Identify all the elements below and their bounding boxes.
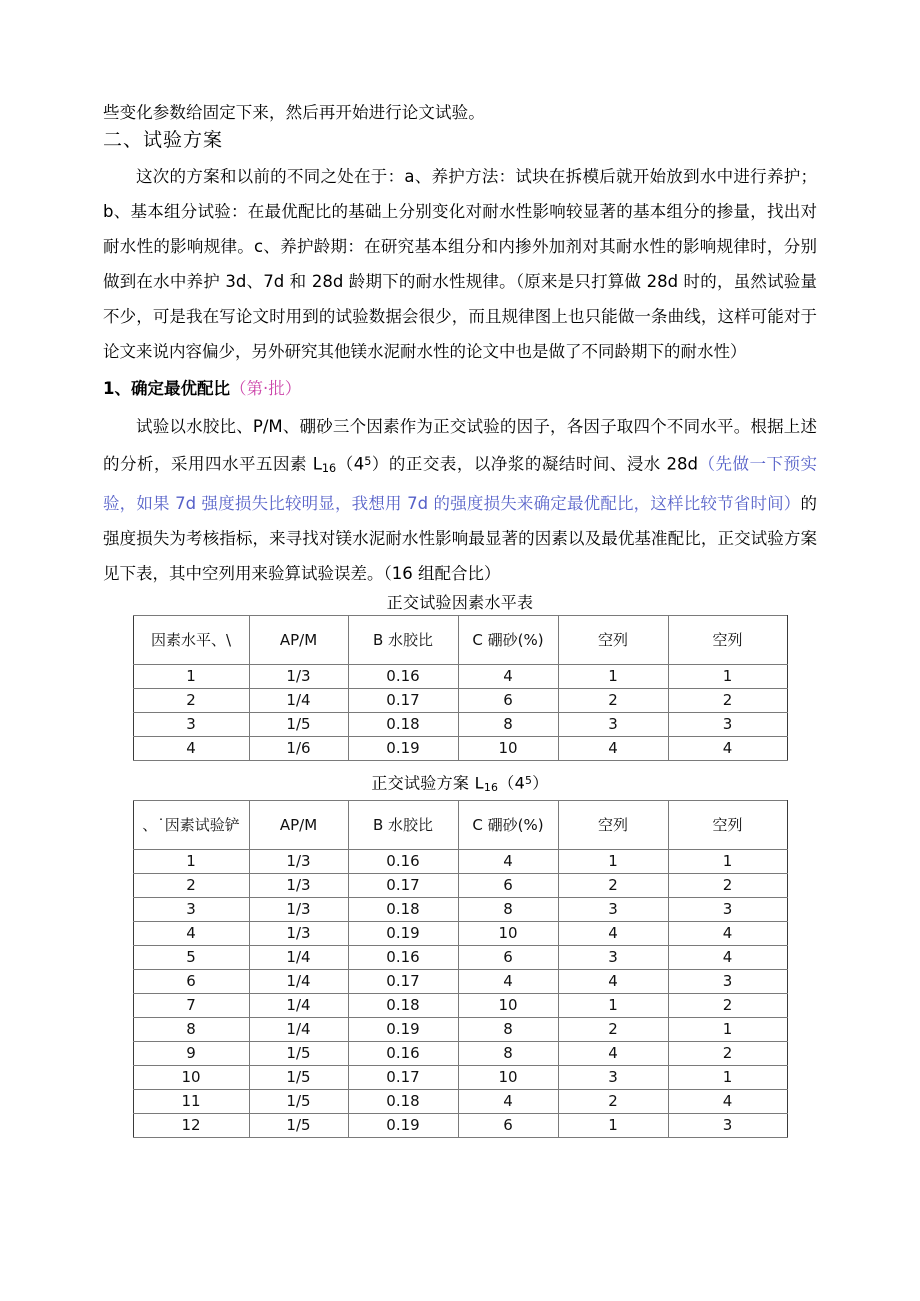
subheading-optimal-ratio [103, 369, 817, 409]
table2-row-cell: 4 [458, 1089, 558, 1113]
table2-row [133, 969, 787, 993]
table2-row-cell: 1/5 [249, 1041, 348, 1065]
table2-row-cell: 1 [558, 1113, 668, 1137]
table2-row-cell: 1/5 [249, 1113, 348, 1137]
table2-row [133, 1113, 787, 1137]
table2-row-cell: 3 [668, 897, 787, 921]
table1-row [133, 688, 787, 712]
table2-row [133, 1041, 787, 1065]
table2-row-cell: 4 [458, 849, 558, 873]
table2-row-cell: 3 [558, 945, 668, 969]
p2-blue-annotation: （先做一下预实验，如果 7d 强度损失比较明显，我想用 7d 的强度损失来确定最优配比，这样比较节省时间） [103, 454, 818, 513]
table2-row-cell: 4 [133, 921, 249, 945]
table2-row-cell: 1/3 [249, 873, 348, 897]
table2-header-cell-5: 空列 [668, 800, 787, 849]
table1-body [133, 664, 787, 760]
table1-header-cell-3: C 硼砂(%) [458, 615, 558, 664]
table2-header-row [133, 800, 787, 849]
table2-row-cell: 8 [133, 1017, 249, 1041]
table2-row-cell: 6 [458, 1113, 558, 1137]
table1-row-cell: 4 [458, 664, 558, 688]
table2-row-cell: 3 [558, 897, 668, 921]
table2-row-cell: 4 [458, 969, 558, 993]
table2-row-cell: 2 [668, 1041, 787, 1065]
table1-row [133, 664, 787, 688]
table2-row-cell: 1 [668, 849, 787, 873]
table2-row-cell: 9 [133, 1041, 249, 1065]
table2-row-cell: 1/4 [249, 945, 348, 969]
table2-row-cell: 1 [668, 1017, 787, 1041]
table2-row-cell: 4 [668, 1089, 787, 1113]
table2-row [133, 873, 787, 897]
table1-row-cell: 1 [668, 664, 787, 688]
table2-row [133, 945, 787, 969]
table2-row-cell: 10 [458, 993, 558, 1017]
table1-row-cell: 2 [558, 688, 668, 712]
table2-row-cell: 0.18 [348, 1089, 458, 1113]
table2-row-cell: 4 [558, 969, 668, 993]
table1-row-cell: 1 [133, 664, 249, 688]
table2-row-cell: 0.17 [348, 969, 458, 993]
table-orthogonal-plan [133, 800, 788, 1138]
table2-row-cell: 8 [458, 1017, 558, 1041]
table1-row-cell: 0.18 [348, 712, 458, 736]
table2-row-cell: 1/3 [249, 849, 348, 873]
table1-row-cell: 1 [558, 664, 668, 688]
p2-segment-a: 试验以水胶比、P/M、硼砂三个因素作为正交试验的因子，各因子取四个不同水平。根据上述的分析，采用四水平五因素 L [103, 416, 817, 474]
table2-row-cell: 0.16 [348, 945, 458, 969]
table2-row-cell: 1 [133, 849, 249, 873]
table2-caption-b: （4 [498, 773, 526, 793]
table1-header-cell-0: 因素水平、\ [133, 615, 249, 664]
table2-row-cell: 4 [558, 1041, 668, 1065]
table2-row-cell: 7 [133, 993, 249, 1017]
subheading-optimal-ratio-label: 1、确定最优配比 [103, 378, 230, 398]
table1-row-cell: 4 [558, 736, 668, 760]
table2-row-cell: 1/5 [249, 1089, 348, 1113]
table1-row-cell: 1/6 [249, 736, 348, 760]
p2-superscript-5: 5 [364, 454, 372, 468]
table2-row-cell: 1/4 [249, 1017, 348, 1041]
table1-row [133, 736, 787, 760]
table2-header-cell-2: B 水胶比 [348, 800, 458, 849]
table2-row-cell: 0.19 [348, 1017, 458, 1041]
table2-row-cell: 4 [668, 921, 787, 945]
table1-row-cell: 2 [668, 688, 787, 712]
subheading-optimal-ratio-note: （第·批） [229, 378, 302, 398]
table2-row-cell: 0.16 [348, 849, 458, 873]
table1-row-cell: 1/4 [249, 688, 348, 712]
table2-row [133, 1089, 787, 1113]
section-heading-2: 二、试验方案 [103, 128, 224, 151]
table2-row-cell: 6 [458, 945, 558, 969]
table2-row [133, 1065, 787, 1089]
table1-row-cell: 3 [558, 712, 668, 736]
paragraph-orthogonal-design [103, 409, 817, 591]
table2-caption [103, 769, 817, 800]
continued-text-line: 些变化参数给固定下来，然后再开始进行论文试验。 [103, 103, 485, 122]
table2-row-cell: 5 [133, 945, 249, 969]
table1-row-cell: 8 [458, 712, 558, 736]
table2-row-cell: 0.16 [348, 1041, 458, 1065]
table2-row-cell: 10 [458, 921, 558, 945]
table2-row-cell: 6 [458, 873, 558, 897]
table2-row-cell: 2 [558, 873, 668, 897]
p2-segment-b: （4 [336, 454, 365, 474]
table2-header-cell-3: C 硼砂(%) [458, 800, 558, 849]
table2-row-cell: 1 [558, 849, 668, 873]
table2-row-cell: 3 [668, 969, 787, 993]
table1-header-cell-5: 空列 [668, 615, 787, 664]
table1-row-cell: 0.16 [348, 664, 458, 688]
table2-caption-c: ） [532, 773, 549, 793]
table2-row [133, 849, 787, 873]
table2-header-cell-0: 、˙因素试验铲 [133, 800, 249, 849]
table2-row-cell: 1 [558, 993, 668, 1017]
table1-row-cell: 10 [458, 736, 558, 760]
table2-row-cell: 0.19 [348, 1113, 458, 1137]
table2-row-cell: 1 [668, 1065, 787, 1089]
table1-row-cell: 1/3 [249, 664, 348, 688]
table2-row-cell: 4 [558, 921, 668, 945]
p2-segment-c: ）的正交表，以净浆的凝结时间、浸水 28d [371, 454, 699, 474]
table2-row [133, 993, 787, 1017]
table2-row [133, 921, 787, 945]
table1-caption: 正交试验因素水平表 [386, 592, 534, 612]
table1-row-cell: 3 [668, 712, 787, 736]
table2-row-cell: 4 [668, 945, 787, 969]
table1-row-cell: 3 [133, 712, 249, 736]
table1-header-cell-2: B 水胶比 [348, 615, 458, 664]
table2-body [133, 849, 787, 1137]
table1-row-cell: 1/5 [249, 712, 348, 736]
table2-row-cell: 8 [458, 1041, 558, 1065]
table1-row-cell: 4 [668, 736, 787, 760]
table2-row [133, 1017, 787, 1041]
table2-header-cell-4: 空列 [558, 800, 668, 849]
table2-row-cell: 3 [558, 1065, 668, 1089]
table2-header-cell-1: AP/M [249, 800, 348, 849]
table2-row-cell: 2 [558, 1017, 668, 1041]
table2-caption-sup: 5 [525, 773, 533, 787]
table2-row-cell: 8 [458, 897, 558, 921]
table1-header-cell-4: 空列 [558, 615, 668, 664]
table2-row-cell: 0.19 [348, 921, 458, 945]
table2-row-cell: 0.18 [348, 993, 458, 1017]
table2-row-cell: 10 [458, 1065, 558, 1089]
table2-row-cell: 0.17 [348, 873, 458, 897]
table1-row-cell: 0.17 [348, 688, 458, 712]
table2-row-cell: 0.17 [348, 1065, 458, 1089]
table2-row-cell: 2 [668, 993, 787, 1017]
table1-row-cell: 0.19 [348, 736, 458, 760]
table2-row-cell: 11 [133, 1089, 249, 1113]
table1-row-cell: 6 [458, 688, 558, 712]
table2-row-cell: 1/3 [249, 921, 348, 945]
table2-row-cell: 1/3 [249, 897, 348, 921]
table2-row-cell: 6 [133, 969, 249, 993]
table2-row-cell: 12 [133, 1113, 249, 1137]
p2-subscript-16: 16 [321, 461, 337, 475]
table2-row-cell: 3 [133, 897, 249, 921]
p2-segment-d: 的强度损失为考核指标，来寻找对镁水泥耐水性影响最显著的因素以及最优基准配比，正交试验方案见下表，其中空列用来验算试验误差。（16 组配合比） [103, 493, 817, 583]
table1-row-cell: 4 [133, 736, 249, 760]
table2-row-cell: 1/4 [249, 993, 348, 1017]
table2-row-cell: 1/5 [249, 1065, 348, 1089]
table2-row-cell: 1/4 [249, 969, 348, 993]
table2-row-cell: 2 [668, 873, 787, 897]
table-factor-levels [133, 615, 788, 761]
table1-row-cell: 2 [133, 688, 249, 712]
table2-caption-sub: 16 [483, 780, 499, 794]
table1-row [133, 712, 787, 736]
table1-header-cell-1: AP/M [249, 615, 348, 664]
table1-header-row [133, 615, 787, 664]
table2-row-cell: 3 [668, 1113, 787, 1137]
table2-row-cell: 10 [133, 1065, 249, 1089]
table2-row-cell: 2 [558, 1089, 668, 1113]
paragraph-scheme-description: 这次的方案和以前的不同之处在于：a、养护方法：试块在拆模后就开始放到水中进行养护；b、基本组分试验：在最优配比的基础上分别变化对耐水性影响较显著的基本组分的掺量，找出对耐水性的影响规律。c、养护龄期：在研究基本组分和内掺外加剂对其耐水性的影响规律时，分别做到在水中养护 3d、7d 和 28d 龄期下的耐水性规律。（原来是只打算做 28d 时的，虽然试验量不少，可是我在写论文时用到的试验数据会很少，而且规律图上也只能做一条曲线，这样可能对于论文来说内容偏少，另外研究其他镁水泥耐水性的论文中也是做了不同龄期下的耐水性） [103, 166, 817, 361]
table2-caption-a: 正交试验方案 L [371, 773, 484, 793]
table2-row-cell: 2 [133, 873, 249, 897]
table2-row-cell: 0.18 [348, 897, 458, 921]
table2-row [133, 897, 787, 921]
